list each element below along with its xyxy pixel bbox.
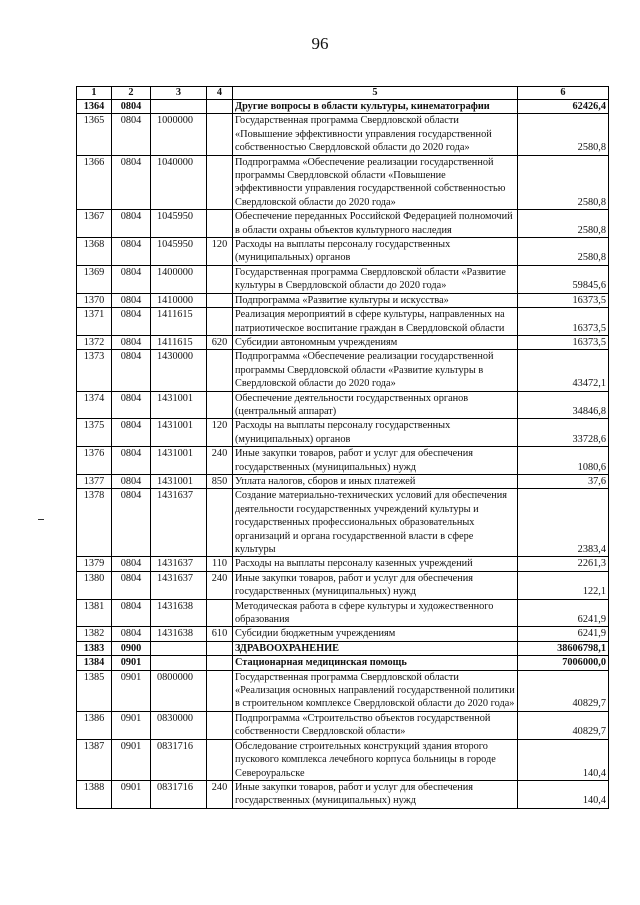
table-row bbox=[77, 739, 609, 780]
item-name: Государственная программа Свердловской области «Повышение эффективности управления государственной собственностью Свердловской области до 2020 года» bbox=[233, 114, 518, 155]
amount: 16373,5 bbox=[518, 335, 609, 349]
table-row bbox=[77, 265, 609, 293]
expense-kind bbox=[207, 641, 233, 655]
table-row bbox=[77, 308, 609, 336]
section-code: 0804 bbox=[112, 627, 151, 641]
table-row bbox=[77, 670, 609, 711]
table-row bbox=[77, 557, 609, 571]
expense-kind: 240 bbox=[207, 571, 233, 599]
target-code: 1431001 bbox=[151, 447, 207, 475]
target-code: 1431637 bbox=[151, 557, 207, 571]
target-code: 0831716 bbox=[151, 780, 207, 808]
header-col-3: 3 bbox=[151, 87, 207, 100]
section-code: 0804 bbox=[112, 474, 151, 488]
table-row bbox=[77, 391, 609, 419]
amount: 38606798,1 bbox=[518, 641, 609, 655]
item-name: Субсидии бюджетным учреждениям bbox=[233, 627, 518, 641]
budget-table bbox=[76, 86, 609, 809]
item-name: Обеспечение переданных Российской Федерацией полномочий в области охраны объектов культурного наследия bbox=[233, 210, 518, 238]
expense-kind bbox=[207, 489, 233, 557]
table-row bbox=[77, 489, 609, 557]
row-number: 1369 bbox=[77, 265, 112, 293]
row-number: 1365 bbox=[77, 114, 112, 155]
row-number: 1364 bbox=[77, 100, 112, 114]
table-header-row bbox=[77, 87, 609, 100]
section-code: 0804 bbox=[112, 447, 151, 475]
item-name: Иные закупки товаров, работ и услуг для обеспечения государственных (муниципальных) нужд bbox=[233, 447, 518, 475]
table-row bbox=[77, 100, 609, 114]
target-code: 1430000 bbox=[151, 350, 207, 391]
expense-kind bbox=[207, 265, 233, 293]
header-col-6: 6 bbox=[518, 87, 609, 100]
row-number: 1383 bbox=[77, 641, 112, 655]
item-name: ЗДРАВООХРАНЕНИЕ bbox=[233, 641, 518, 655]
amount: 2261,3 bbox=[518, 557, 609, 571]
row-number: 1388 bbox=[77, 780, 112, 808]
table-row bbox=[77, 114, 609, 155]
expense-kind bbox=[207, 210, 233, 238]
section-code: 0804 bbox=[112, 100, 151, 114]
expense-kind bbox=[207, 739, 233, 780]
row-number: 1373 bbox=[77, 350, 112, 391]
amount: 140,4 bbox=[518, 780, 609, 808]
section-code: 0804 bbox=[112, 419, 151, 447]
row-number: 1379 bbox=[77, 557, 112, 571]
section-code: 0804 bbox=[112, 391, 151, 419]
item-name: Иные закупки товаров, работ и услуг для обеспечения государственных (муниципальных) нужд bbox=[233, 571, 518, 599]
header-col-2: 2 bbox=[112, 87, 151, 100]
expense-kind bbox=[207, 670, 233, 711]
header-col-5: 5 bbox=[233, 87, 518, 100]
item-name: Подпрограмма «Развитие культуры и искусства» bbox=[233, 293, 518, 307]
section-code: 0804 bbox=[112, 599, 151, 627]
item-name: Обследование строительных конструкций здания второго пускового комплекса лечебного корпуса больницы в городе Североуральске bbox=[233, 739, 518, 780]
expense-kind: 120 bbox=[207, 419, 233, 447]
amount: 40829,7 bbox=[518, 670, 609, 711]
amount: 34846,8 bbox=[518, 391, 609, 419]
table-row bbox=[77, 447, 609, 475]
row-number: 1384 bbox=[77, 656, 112, 670]
target-code: 1000000 bbox=[151, 114, 207, 155]
amount: 37,6 bbox=[518, 474, 609, 488]
table-row bbox=[77, 780, 609, 808]
row-number: 1368 bbox=[77, 238, 112, 266]
table-row bbox=[77, 238, 609, 266]
stray-mark bbox=[38, 519, 44, 520]
item-name: Расходы на выплаты персоналу казенных учреждений bbox=[233, 557, 518, 571]
row-number: 1380 bbox=[77, 571, 112, 599]
section-code: 0804 bbox=[112, 293, 151, 307]
target-code bbox=[151, 100, 207, 114]
target-code: 1431638 bbox=[151, 599, 207, 627]
target-code: 1411615 bbox=[151, 335, 207, 349]
expense-kind bbox=[207, 155, 233, 210]
target-code: 1045950 bbox=[151, 210, 207, 238]
expense-kind: 240 bbox=[207, 447, 233, 475]
amount: 2383,4 bbox=[518, 489, 609, 557]
target-code: 1431001 bbox=[151, 474, 207, 488]
row-number: 1376 bbox=[77, 447, 112, 475]
expense-kind bbox=[207, 114, 233, 155]
section-code: 0900 bbox=[112, 641, 151, 655]
table-row bbox=[77, 656, 609, 670]
header-col-1: 1 bbox=[77, 87, 112, 100]
row-number: 1385 bbox=[77, 670, 112, 711]
target-code: 0800000 bbox=[151, 670, 207, 711]
row-number: 1377 bbox=[77, 474, 112, 488]
section-code: 0804 bbox=[112, 489, 151, 557]
amount: 122,1 bbox=[518, 571, 609, 599]
item-name: Подпрограмма «Обеспечение реализации государственной программы Свердловской области «Повышение эффективности управления государственной собственностью Свердловской области до 2020 года» bbox=[233, 155, 518, 210]
target-code: 1045950 bbox=[151, 238, 207, 266]
item-name: Государственная программа Свердловской области «Реализация основных направлений государственной политики в строительном комплексе Свердловской области до 2020 года» bbox=[233, 670, 518, 711]
target-code: 1431637 bbox=[151, 489, 207, 557]
section-code: 0901 bbox=[112, 780, 151, 808]
row-number: 1374 bbox=[77, 391, 112, 419]
row-number: 1370 bbox=[77, 293, 112, 307]
amount: 59845,6 bbox=[518, 265, 609, 293]
section-code: 0804 bbox=[112, 557, 151, 571]
item-name: Стационарная медицинская помощь bbox=[233, 656, 518, 670]
target-code bbox=[151, 641, 207, 655]
row-number: 1387 bbox=[77, 739, 112, 780]
amount: 6241,9 bbox=[518, 627, 609, 641]
expense-kind bbox=[207, 711, 233, 739]
page-number: 96 bbox=[311, 34, 329, 53]
row-number: 1372 bbox=[77, 335, 112, 349]
section-code: 0901 bbox=[112, 739, 151, 780]
section-code: 0804 bbox=[112, 114, 151, 155]
item-name: Государственная программа Свердловской области «Развитие культуры в Свердловской области до 2020 года» bbox=[233, 265, 518, 293]
table-row bbox=[77, 599, 609, 627]
amount: 6241,9 bbox=[518, 599, 609, 627]
section-code: 0804 bbox=[112, 350, 151, 391]
table-row bbox=[77, 350, 609, 391]
table-row bbox=[77, 474, 609, 488]
row-number: 1386 bbox=[77, 711, 112, 739]
amount: 2580,8 bbox=[518, 210, 609, 238]
expense-kind: 110 bbox=[207, 557, 233, 571]
header-col-4: 4 bbox=[207, 87, 233, 100]
table-row bbox=[77, 627, 609, 641]
section-code: 0804 bbox=[112, 210, 151, 238]
table-row bbox=[77, 419, 609, 447]
amount: 140,4 bbox=[518, 739, 609, 780]
section-code: 0804 bbox=[112, 308, 151, 336]
amount: 7006000,0 bbox=[518, 656, 609, 670]
table-body bbox=[77, 100, 609, 809]
expense-kind bbox=[207, 656, 233, 670]
section-code: 0804 bbox=[112, 238, 151, 266]
table-row bbox=[77, 571, 609, 599]
expense-kind bbox=[207, 100, 233, 114]
table-row bbox=[77, 210, 609, 238]
item-name: Расходы на выплаты персоналу государственных (муниципальных) органов bbox=[233, 419, 518, 447]
item-name: Обеспечение деятельности государственных органов (центральный аппарат) bbox=[233, 391, 518, 419]
table-row bbox=[77, 155, 609, 210]
table-row bbox=[77, 641, 609, 655]
item-name: Расходы на выплаты персоналу государственных (муниципальных) органов bbox=[233, 238, 518, 266]
target-code: 1410000 bbox=[151, 293, 207, 307]
row-number: 1382 bbox=[77, 627, 112, 641]
row-number: 1378 bbox=[77, 489, 112, 557]
amount: 2580,8 bbox=[518, 238, 609, 266]
expense-kind bbox=[207, 391, 233, 419]
target-code: 1400000 bbox=[151, 265, 207, 293]
amount: 2580,8 bbox=[518, 114, 609, 155]
target-code: 1411615 bbox=[151, 308, 207, 336]
target-code: 1040000 bbox=[151, 155, 207, 210]
target-code: 1431638 bbox=[151, 627, 207, 641]
item-name: Другие вопросы в области культуры, кинематографии bbox=[233, 100, 518, 114]
section-code: 0901 bbox=[112, 670, 151, 711]
item-name: Создание материально-технических условий для обеспечения деятельности государственных учреждений культуры и государственных профессиональных образовательных организаций и органа государственной власти в сфере культуры bbox=[233, 489, 518, 557]
expense-kind bbox=[207, 308, 233, 336]
row-number: 1367 bbox=[77, 210, 112, 238]
expense-kind: 610 bbox=[207, 627, 233, 641]
row-number: 1366 bbox=[77, 155, 112, 210]
table-row bbox=[77, 711, 609, 739]
expense-kind bbox=[207, 599, 233, 627]
target-code: 1431001 bbox=[151, 391, 207, 419]
expense-kind: 120 bbox=[207, 238, 233, 266]
amount: 43472,1 bbox=[518, 350, 609, 391]
item-name: Подпрограмма «Строительство объектов государственной собственности Свердловской области» bbox=[233, 711, 518, 739]
amount: 40829,7 bbox=[518, 711, 609, 739]
expense-kind: 850 bbox=[207, 474, 233, 488]
target-code: 1431637 bbox=[151, 571, 207, 599]
item-name: Методическая работа в сфере культуры и художественного образования bbox=[233, 599, 518, 627]
row-number: 1375 bbox=[77, 419, 112, 447]
expense-kind: 240 bbox=[207, 780, 233, 808]
expense-kind: 620 bbox=[207, 335, 233, 349]
amount: 2580,8 bbox=[518, 155, 609, 210]
amount: 62426,4 bbox=[518, 100, 609, 114]
target-code: 0830000 bbox=[151, 711, 207, 739]
target-code: 1431001 bbox=[151, 419, 207, 447]
item-name: Субсидии автономным учреждениям bbox=[233, 335, 518, 349]
item-name: Подпрограмма «Обеспечение реализации государственной программы Свердловской области «Развитие культуры в Свердловской области до 2020 года» bbox=[233, 350, 518, 391]
amount: 16373,5 bbox=[518, 293, 609, 307]
row-number: 1371 bbox=[77, 308, 112, 336]
amount: 1080,6 bbox=[518, 447, 609, 475]
section-code: 0804 bbox=[112, 155, 151, 210]
section-code: 0804 bbox=[112, 335, 151, 349]
row-number: 1381 bbox=[77, 599, 112, 627]
amount: 16373,5 bbox=[518, 308, 609, 336]
target-code: 0831716 bbox=[151, 739, 207, 780]
section-code: 0804 bbox=[112, 265, 151, 293]
table-row bbox=[77, 293, 609, 307]
expense-kind bbox=[207, 293, 233, 307]
table-row bbox=[77, 335, 609, 349]
amount: 33728,6 bbox=[518, 419, 609, 447]
section-code: 0804 bbox=[112, 571, 151, 599]
section-code: 0901 bbox=[112, 711, 151, 739]
item-name: Уплата налогов, сборов и иных платежей bbox=[233, 474, 518, 488]
item-name: Реализация мероприятий в сфере культуры, направленных на патриотическое воспитание граждан в Свердловской области bbox=[233, 308, 518, 336]
target-code bbox=[151, 656, 207, 670]
section-code: 0901 bbox=[112, 656, 151, 670]
expense-kind bbox=[207, 350, 233, 391]
item-name: Иные закупки товаров, работ и услуг для обеспечения государственных (муниципальных) нужд bbox=[233, 780, 518, 808]
